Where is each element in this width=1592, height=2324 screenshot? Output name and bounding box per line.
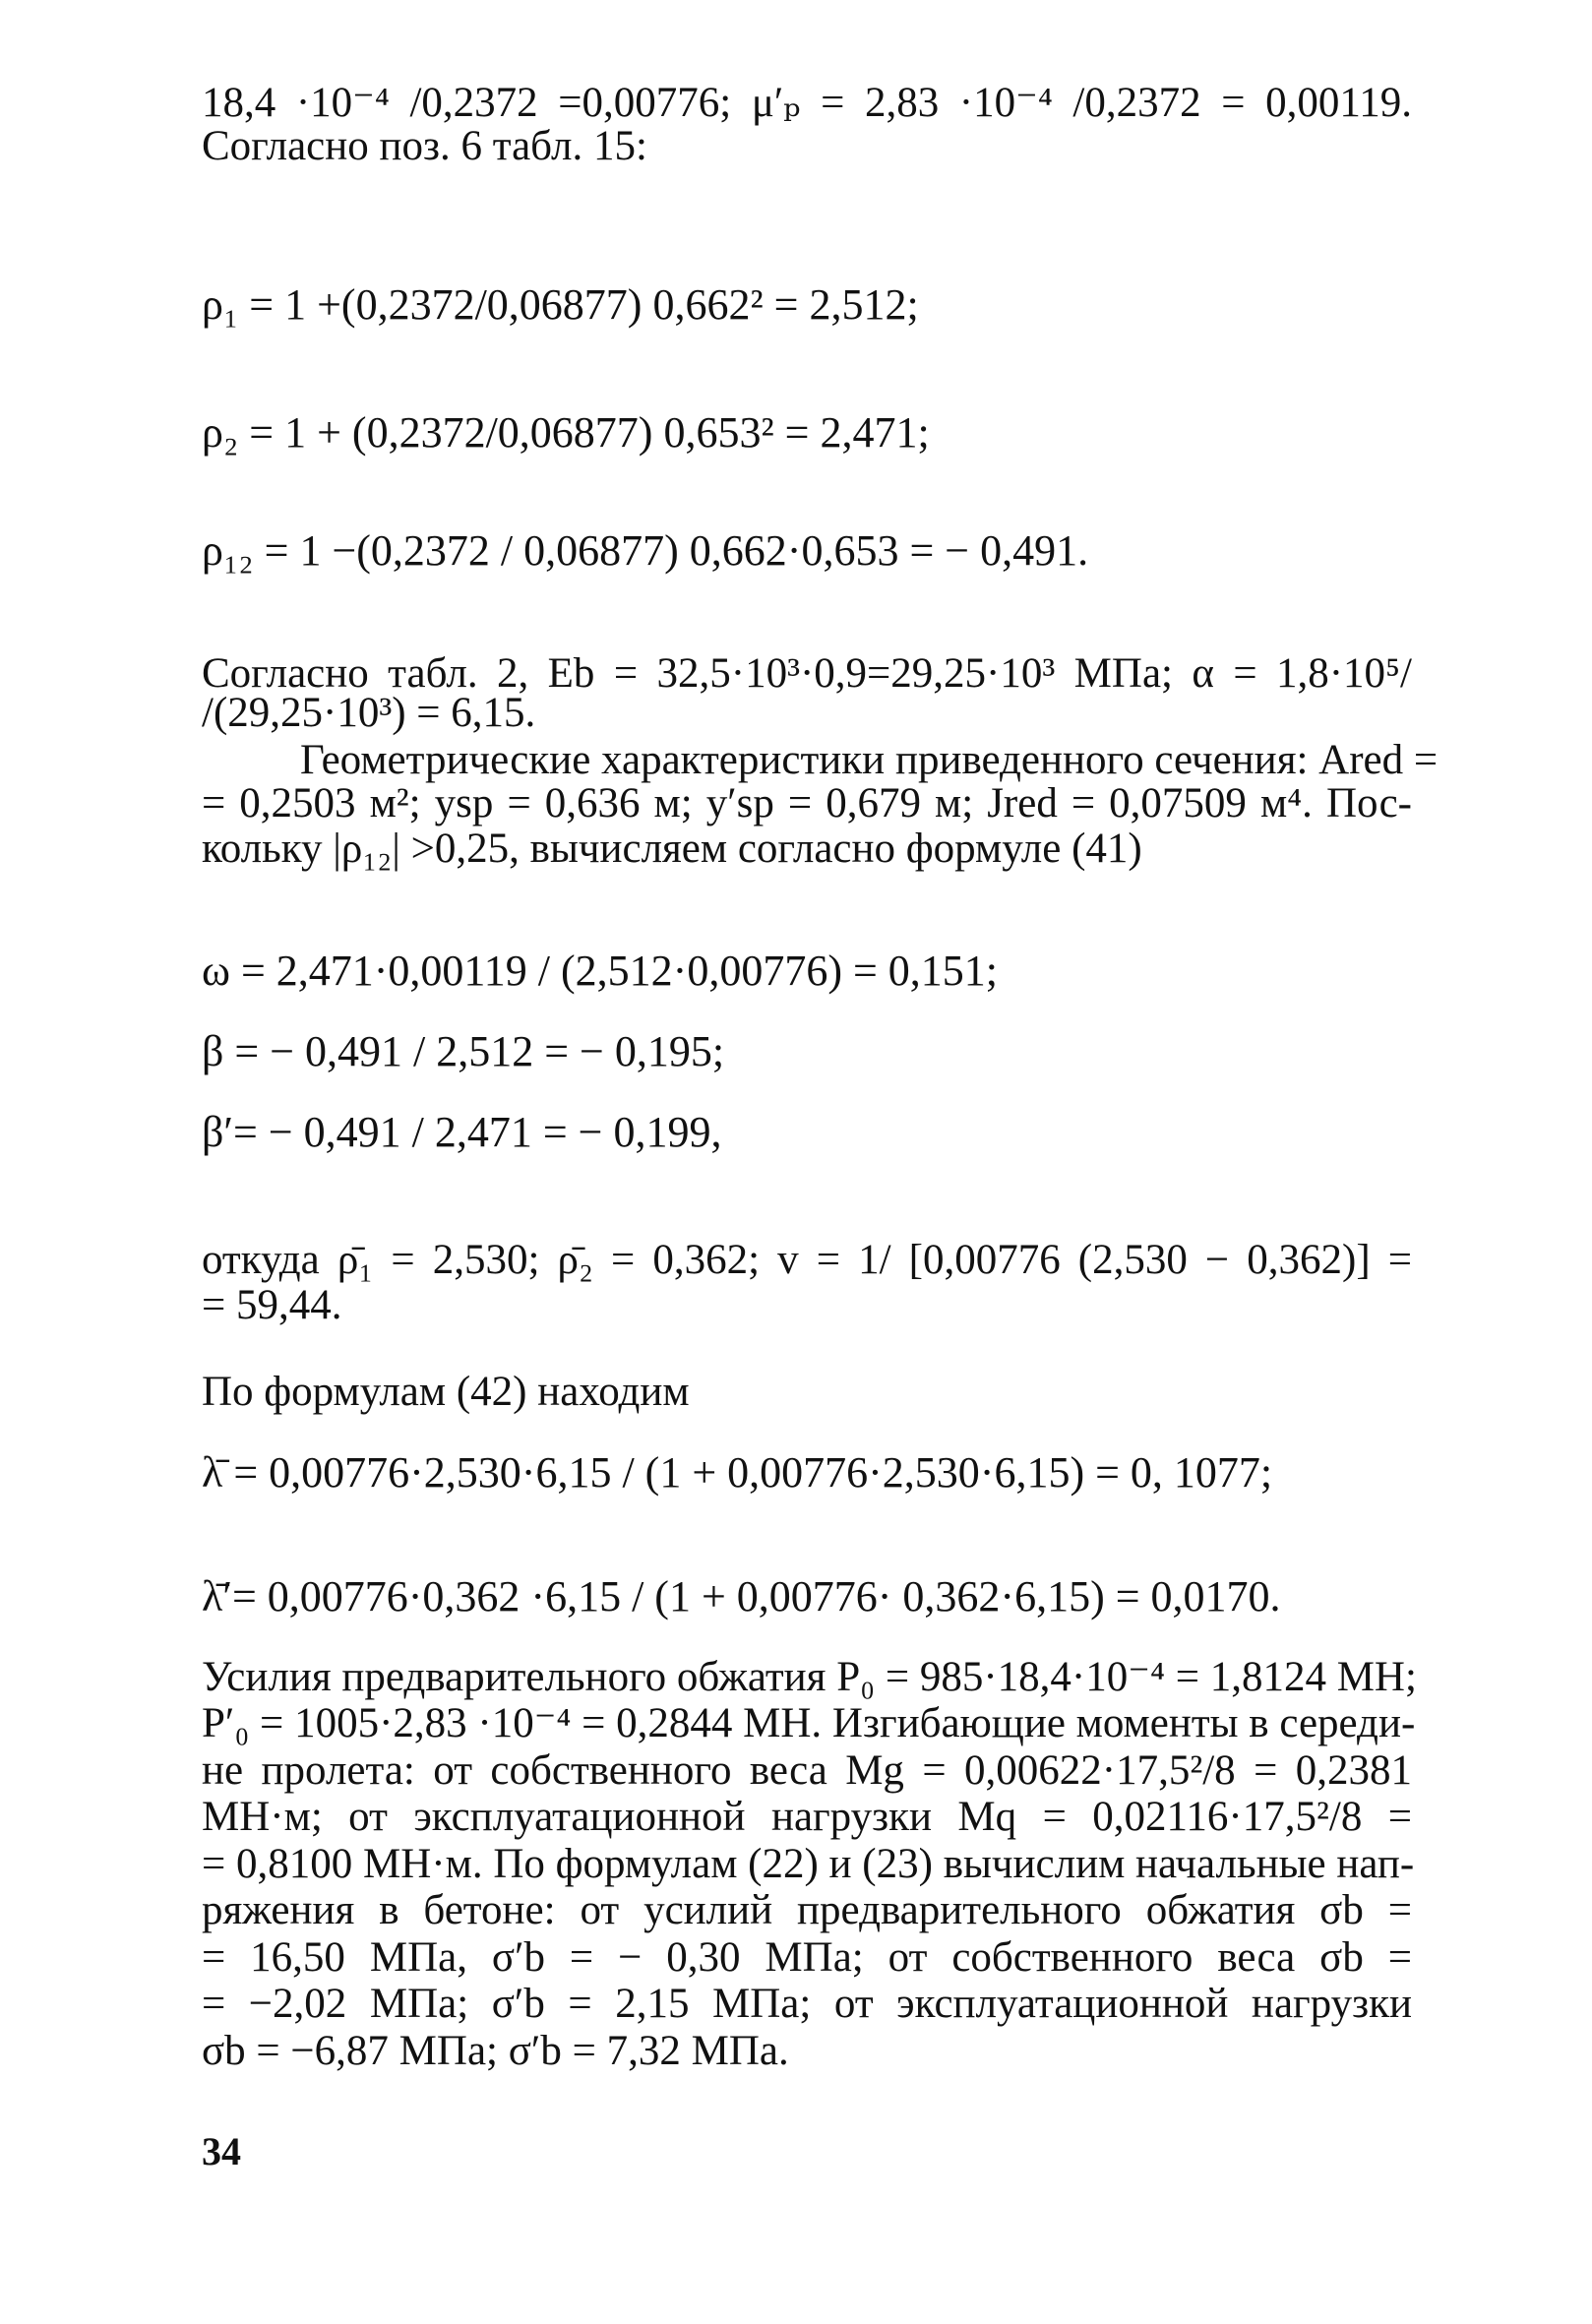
text-line: = 0,2503 м²; ysp = 0,636 м; y′sp = 0,679 м; Jred = 0,07509 м⁴. Пос- <box>202 780 1412 826</box>
equation-line: β′= − 0,491 / 2,471 = − 0,199, <box>202 1108 722 1156</box>
equation-line: ω = 2,471·0,00119 / (2,512·0,00776) = 0,151; <box>202 947 999 995</box>
text-line: = 16,50 МПа, σ′b = − 0,30 МПа; от собственного веса σb = <box>202 1934 1412 1981</box>
equation-line: ρ₁ = 1 +(0,2372/0,06877) 0,662² = 2,512; <box>202 280 919 329</box>
text-line: ряжения в бетоне: от усилий предварительного обжатия σb = <box>202 1887 1412 1933</box>
text-line: Геометрические характеристики приведенного сечения: Ared = <box>300 737 1439 783</box>
text-line: σb = −6,87 МПа; σ′b = 7,32 МПа. <box>202 2028 789 2074</box>
text-line: не пролета: от собственного веса Mg = 0,00622·17,5²/8 = 0,2381 <box>202 1747 1412 1794</box>
text-line: Согласно табл. 2, Eb = 32,5·10³·0,9=29,25·10³ МПа; α = 1,8·10⁵/ <box>202 650 1412 697</box>
document-page <box>202 0 1439 2324</box>
text-line: 18,4 ·10⁻⁴ /0,2372 =0,00776; μ′ₚ = 2,83 ·10⁻⁴ /0,2372 = 0,00119. <box>202 80 1412 126</box>
text-line: МН·м; от эксплуатационной нагрузки Mq = 0,02116·17,5²/8 = <box>202 1794 1412 1840</box>
equation-line: ρ₂ = 1 + (0,2372/0,06877) 0,653² = 2,471; <box>202 408 930 457</box>
equation-line: λ̄′= 0,00776·0,362 ·6,15 / (1 + 0,00776· 0,362·6,15) = 0,0170. <box>202 1572 1281 1621</box>
text-line: кольку |ρ₁₂| >0,25, вычисляем согласно формуле (41) <box>202 826 1142 872</box>
text-line: = 59,44. <box>202 1282 342 1328</box>
text-line: P′₀ = 1005·2,83 ·10⁻⁴ = 0,2844 МН. Изгибающие моменты в середи- <box>202 1700 1416 1746</box>
equation-line: β = − 0,491 / 2,512 = − 0,195; <box>202 1027 725 1075</box>
text-line: /(29,25·10³) = 6,15. <box>202 690 536 736</box>
text-line: Усилия предварительного обжатия P₀ = 985·18,4·10⁻⁴ = 1,8124 МН; <box>202 1654 1417 1700</box>
equation-line: λ̄ = 0,00776·2,530·6,15 / (1 + 0,00776·2,530·6,15) = 0, 1077; <box>202 1448 1273 1497</box>
text-line: = −2,02 МПа; σ′b = 2,15 МПа; от эксплуатационной нагрузки <box>202 1981 1412 2027</box>
page-number: 34 <box>202 2129 241 2173</box>
text-line: откуда ρ̄₁ = 2,530; ρ̄₂ = 0,362; v = 1/ [0,00776 (2,530 − 0,362)] = <box>202 1237 1412 1283</box>
text-line: = 0,8100 МН·м. По формулам (22) и (23) вычислим начальные нап- <box>202 1841 1415 1887</box>
text-line: По формулам (42) находим <box>202 1369 690 1415</box>
text-line: Согласно поз. 6 табл. 15: <box>202 123 647 169</box>
equation-line: ρ₁₂ = 1 −(0,2372 / 0,06877) 0,662·0,653 = − 0,491. <box>202 526 1089 575</box>
